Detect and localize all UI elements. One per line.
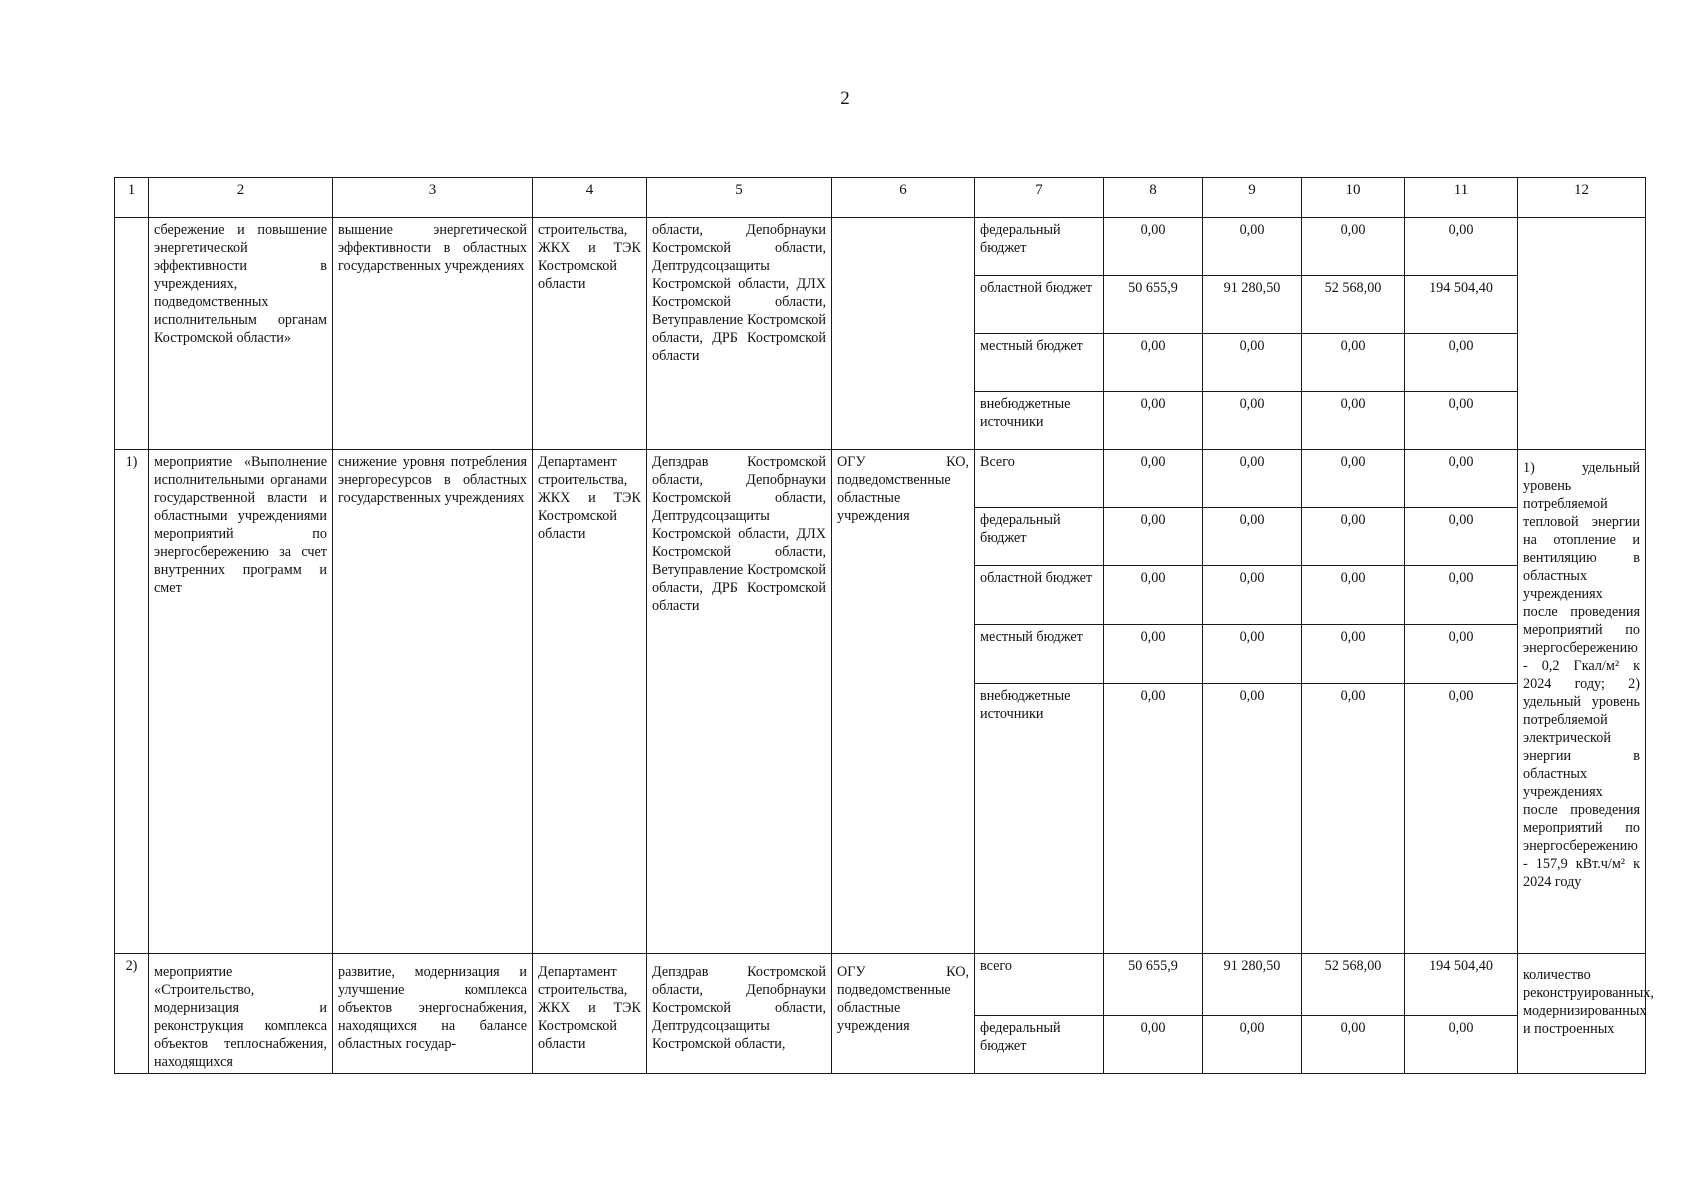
value-cell: 0,00 bbox=[1302, 566, 1405, 625]
header-cell-8: 8 bbox=[1104, 178, 1203, 218]
value-cell: 0,00 bbox=[1104, 566, 1203, 625]
block0-co-executors: области, Депобрнауки Костромской области, Дептрудсоцзащиты Костромской области, ДЛХ Костромской области, Ветуправление Костромской области, ДРБ Костромской области bbox=[647, 218, 832, 450]
page-number: 2 bbox=[840, 88, 850, 109]
block2-responsible: Департамент строительства, ЖКХ и ТЭК Костромской области bbox=[533, 954, 647, 1074]
block1-number: 1) bbox=[115, 450, 149, 954]
header-row bbox=[115, 178, 1646, 218]
value-cell: 194 504,40 bbox=[1405, 954, 1518, 1016]
value-cell: 0,00 bbox=[1405, 508, 1518, 566]
block2-goal: развитие, модернизация и улучшение комплекса объектов энергоснабжения, находящихся на балансе областных государ- bbox=[333, 954, 533, 1074]
value-cell: 91 280,50 bbox=[1203, 276, 1302, 334]
header-cell-6: 6 bbox=[832, 178, 975, 218]
block1-row-total bbox=[115, 450, 1646, 508]
block0-row-federal bbox=[115, 218, 1646, 276]
value-cell: 0,00 bbox=[1104, 684, 1203, 954]
value-cell: 0,00 bbox=[1302, 218, 1405, 276]
block1-co-executors: Депздрав Костромской области, Депобрнауки Костромской области, Дептрудсоцзащиты Костромской области, ДЛХ Костромской области, Ветуправление Костромской области, ДРБ Костромской области bbox=[647, 450, 832, 954]
value-cell: 0,00 bbox=[1405, 392, 1518, 450]
block1-responsible: Департамент строительства, ЖКХ и ТЭК Костромской области bbox=[533, 450, 647, 954]
value-cell: 0,00 bbox=[1104, 625, 1203, 684]
value-cell: 0,00 bbox=[1203, 684, 1302, 954]
block2-participants: ОГУ КО, подведомственные областные учреждения bbox=[832, 954, 975, 1074]
funding-source: местный бюджет bbox=[975, 625, 1104, 684]
value-cell: 0,00 bbox=[1104, 1015, 1203, 1073]
value-cell: 0,00 bbox=[1302, 625, 1405, 684]
value-cell: 0,00 bbox=[1302, 508, 1405, 566]
value-cell: 0,00 bbox=[1302, 684, 1405, 954]
value-cell: 0,00 bbox=[1203, 450, 1302, 508]
funding-source: федеральный бюджет bbox=[975, 508, 1104, 566]
block1-participants: ОГУ КО, подведомственные областные учреждения bbox=[832, 450, 975, 954]
value-cell: 0,00 bbox=[1104, 392, 1203, 450]
funding-source: внебюджетные источники bbox=[975, 684, 1104, 954]
block1-indicator: 1) удельный уровень потребляемой тепловой энергии на отопление и вентиляцию в областных учреждениях после проведения мероприятий по энергосбережению - 0,2 Гкал/м² к 2024 году; 2) удельный уровень потребляемой электрической энергии в областных учреждениях после проведения мероприятий по энергосбережению - 157,9 кВт.ч/м² к 2024 году bbox=[1518, 450, 1646, 954]
value-cell: 50 655,9 bbox=[1104, 954, 1203, 1016]
value-cell: 0,00 bbox=[1104, 334, 1203, 392]
value-cell: 52 568,00 bbox=[1302, 276, 1405, 334]
value-cell: 0,00 bbox=[1405, 334, 1518, 392]
value-cell: 0,00 bbox=[1405, 684, 1518, 954]
funding-source: Всего bbox=[975, 450, 1104, 508]
block0-number-cell bbox=[115, 218, 149, 450]
value-cell: 0,00 bbox=[1405, 1015, 1518, 1073]
value-cell: 0,00 bbox=[1203, 218, 1302, 276]
block0-responsible: строительства, ЖКХ и ТЭК Костромской области bbox=[533, 218, 647, 450]
header-cell-12: 12 bbox=[1518, 178, 1646, 218]
value-cell: 0,00 bbox=[1302, 334, 1405, 392]
value-cell: 0,00 bbox=[1104, 450, 1203, 508]
value-cell: 0,00 bbox=[1405, 566, 1518, 625]
value-cell: 0,00 bbox=[1203, 1015, 1302, 1073]
value-cell: 0,00 bbox=[1302, 1015, 1405, 1073]
block1-goal: снижение уровня потребления энергоресурсов в областных государственных учреждениях bbox=[333, 450, 533, 954]
block0-goal: вышение энергетической эффективности в областных государственных учреждениях bbox=[333, 218, 533, 450]
program-table bbox=[114, 177, 1654, 1074]
value-cell: 0,00 bbox=[1405, 450, 1518, 508]
value-cell: 0,00 bbox=[1302, 450, 1405, 508]
header-cell-11: 11 bbox=[1405, 178, 1518, 218]
funding-source: всего bbox=[975, 954, 1104, 1016]
value-cell: 194 504,40 bbox=[1405, 276, 1518, 334]
header-cell-7: 7 bbox=[975, 178, 1104, 218]
funding-source: внебюджетные источники bbox=[975, 392, 1104, 450]
value-cell: 0,00 bbox=[1405, 218, 1518, 276]
value-cell: 0,00 bbox=[1405, 625, 1518, 684]
funding-source: местный бюджет bbox=[975, 334, 1104, 392]
header-cell-9: 9 bbox=[1203, 178, 1302, 218]
header-cell-3: 3 bbox=[333, 178, 533, 218]
value-cell: 0,00 bbox=[1302, 392, 1405, 450]
block2-indicator: количество реконструированных, модернизированных и построенных bbox=[1518, 954, 1646, 1074]
value-cell: 0,00 bbox=[1104, 218, 1203, 276]
block0-indicator bbox=[1518, 218, 1646, 450]
value-cell: 91 280,50 bbox=[1203, 954, 1302, 1016]
block0-title: сбережение и повышение энергетической эффективности в учреждениях, подведомственных исполнительным органам Костромской области» bbox=[149, 218, 333, 450]
header-cell-10: 10 bbox=[1302, 178, 1405, 218]
value-cell: 50 655,9 bbox=[1104, 276, 1203, 334]
block2-number: 2) bbox=[115, 954, 149, 1074]
block2-co-executors: Депздрав Костромской области, Депобрнауки Костромской области, Дептрудсоцзащиты Костромской области, bbox=[647, 954, 832, 1074]
header-cell-5: 5 bbox=[647, 178, 832, 218]
header-cell-1: 1 bbox=[115, 178, 149, 218]
header-cell-4: 4 bbox=[533, 178, 647, 218]
block0-participants bbox=[832, 218, 975, 450]
block2-title: мероприятие «Строительство, модернизация и реконструкция комплекса объектов теплоснабжения, находящихся bbox=[149, 954, 333, 1074]
funding-source: федеральный бюджет bbox=[975, 1015, 1104, 1073]
value-cell: 0,00 bbox=[1203, 566, 1302, 625]
header-cell-2: 2 bbox=[149, 178, 333, 218]
block1-title: мероприятие «Выполнение исполнительными органами государственной власти и областными учреждениями мероприятий по энергосбережению за счет внутренних программ и смет bbox=[149, 450, 333, 954]
funding-source: федеральный бюджет bbox=[975, 218, 1104, 276]
value-cell: 0,00 bbox=[1203, 508, 1302, 566]
block2-row-total bbox=[115, 954, 1646, 1016]
funding-source: областной бюджет bbox=[975, 276, 1104, 334]
value-cell: 0,00 bbox=[1104, 508, 1203, 566]
value-cell: 0,00 bbox=[1203, 334, 1302, 392]
value-cell: 52 568,00 bbox=[1302, 954, 1405, 1016]
value-cell: 0,00 bbox=[1203, 625, 1302, 684]
value-cell: 0,00 bbox=[1203, 392, 1302, 450]
funding-source: областной бюджет bbox=[975, 566, 1104, 625]
